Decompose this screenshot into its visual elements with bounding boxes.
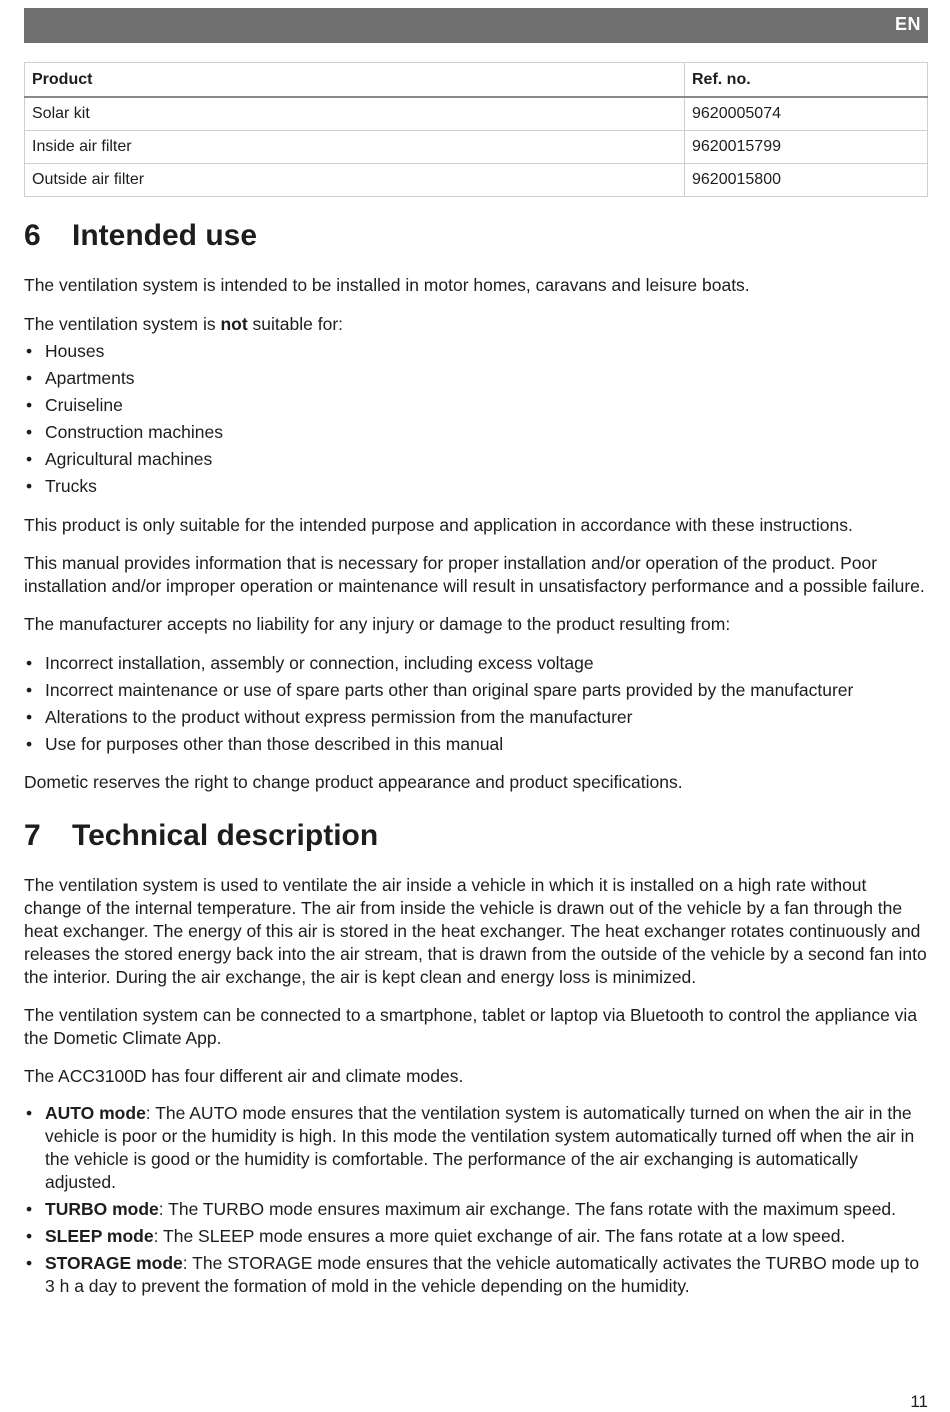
section-6-heading: [24, 218, 928, 254]
paragraph: This manual provides information that is necessary for proper installation and/or operation of the product. Poor installation and/or improper operation or maintenance will result in unsatisfactory performance and a possible failure.: [24, 553, 925, 596]
bullet-icon: •: [26, 368, 33, 388]
paragraph: The ventilation system is used to ventilate the air inside a vehicle in which it is installed on a high rate without change of the internal temperature. The air from inside the vehicle is drawn out of the vehicle by a fan through the heat exchanger. The energy of this air is stored in the heat exchanger. The heat exchanger rotates continuously and releases the stored energy back into the air stream, that is drawn from the outside of the vehicle by a second fan into the interior. During the air exchange, the air is kept clean and energy loss is minimized.: [24, 875, 927, 987]
bullet-icon: •: [26, 341, 33, 361]
product-cell: Outside air filter: [25, 164, 685, 197]
not-suitable-list: [24, 340, 928, 498]
mode-label: TURBO mode: [45, 1199, 159, 1219]
text-run: suitable for:: [247, 314, 344, 334]
paragraph: Dometic reserves the right to change product appearance and product specifications.: [24, 772, 683, 792]
text-run: The ventilation system is: [24, 314, 221, 334]
list-item-text: Alterations to the product without express permission from the manufacturer: [45, 707, 633, 727]
list-item: [24, 1252, 928, 1298]
bullet-icon: •: [26, 1199, 33, 1219]
emphasis-text: not: [220, 314, 248, 334]
ref-no-cell: 9620015799: [685, 131, 928, 164]
list-item-text: Houses: [45, 341, 105, 361]
list-item: [24, 1198, 928, 1221]
list-item-text: Incorrect maintenance or use of spare parts other than original spare parts provided by the manufacturer: [45, 680, 854, 700]
paragraph: The ACC3100D has four different air and climate modes.: [24, 1066, 464, 1086]
bullet-icon: •: [26, 680, 33, 700]
mode-description: : The AUTO mode ensures that the ventilation system is automatically turned on when the air in the vehicle is poor or the humidity is high. In this mode the ventilation system automatically turned off when the air in the vehicle is good or the humidity is comfortable. The performance of the air exchanging is automatically adjusted.: [45, 1103, 915, 1192]
list-item: [24, 421, 928, 444]
list-item: [24, 394, 928, 417]
paragraph: [24, 313, 928, 336]
ref-no-cell: 9620015800: [685, 164, 928, 197]
ref-no-cell: 9620005074: [685, 97, 928, 131]
bullet-icon: •: [26, 1226, 33, 1246]
table-row: [25, 97, 928, 131]
language-code: EN: [894, 14, 921, 34]
list-item-text: Cruiseline: [45, 395, 123, 415]
column-header-product: Product: [25, 63, 685, 98]
list-item-text: Construction machines: [45, 422, 223, 442]
mode-description: : The TURBO mode ensures maximum air exchange. The fans rotate with the maximum speed.: [158, 1199, 897, 1219]
liability-list: [24, 652, 928, 756]
list-item: [24, 1225, 928, 1248]
paragraph: The ventilation system is intended to be installed in motor homes, caravans and leisure boats.: [24, 275, 750, 295]
section-title: Technical description: [72, 819, 379, 852]
paragraph: The manufacturer accepts no liability for any injury or damage to the product resulting from:: [24, 614, 731, 634]
bullet-icon: •: [26, 476, 33, 496]
language-header-bar: [24, 8, 928, 43]
mode-label: STORAGE mode: [45, 1253, 183, 1273]
section-number: 7: [24, 819, 41, 852]
list-item-text: Incorrect installation, assembly or connection, including excess voltage: [45, 653, 594, 673]
bullet-icon: •: [26, 734, 33, 754]
mode-description: : The STORAGE mode ensures that the vehicle automatically activates the TURBO mode up to 3 h a day to prevent the formation of mold in the vehicle depending on the humidity.: [45, 1253, 920, 1296]
mode-label: SLEEP mode: [45, 1226, 154, 1246]
bullet-icon: •: [26, 395, 33, 415]
list-item-text: Apartments: [45, 368, 135, 388]
paragraph: The ventilation system can be connected to a smartphone, tablet or laptop via Bluetooth to control the appliance via the Dometic Climate App.: [24, 1005, 918, 1048]
list-item: [24, 340, 928, 363]
bullet-icon: •: [26, 422, 33, 442]
column-header-ref-no: Ref. no.: [685, 63, 928, 98]
product-cell: Inside air filter: [25, 131, 685, 164]
table-row: [25, 131, 928, 164]
list-item: [24, 448, 928, 471]
paragraph: This product is only suitable for the intended purpose and application in accordance with these instructions.: [24, 515, 853, 535]
page-number: 11: [910, 1392, 928, 1411]
list-item: [24, 367, 928, 390]
bullet-icon: •: [26, 1253, 33, 1273]
page-content: [24, 218, 928, 1298]
product-cell: Solar kit: [25, 97, 685, 131]
bullet-icon: •: [26, 707, 33, 727]
list-item-text: Trucks: [45, 476, 97, 496]
list-item: [24, 1102, 928, 1194]
section-title: Intended use: [72, 219, 258, 252]
list-item: [24, 706, 928, 729]
mode-label: AUTO mode: [45, 1103, 146, 1123]
modes-list: [24, 1102, 928, 1298]
table-header-row: [25, 63, 928, 98]
bullet-icon: •: [26, 653, 33, 673]
list-item-text: Use for purposes other than those described in this manual: [45, 734, 504, 754]
section-number: 6: [24, 219, 41, 252]
list-item: [24, 652, 928, 675]
section-7-heading: [24, 818, 928, 854]
bullet-icon: •: [26, 449, 33, 469]
list-item: [24, 475, 928, 498]
table-row: [25, 164, 928, 197]
bullet-icon: •: [26, 1103, 33, 1123]
list-item-text: Agricultural machines: [45, 449, 213, 469]
list-item: [24, 679, 928, 702]
accessories-table: [24, 62, 928, 197]
list-item: [24, 733, 928, 756]
mode-description: : The SLEEP mode ensures a more quiet exchange of air. The fans rotate at a low speed.: [153, 1226, 846, 1246]
